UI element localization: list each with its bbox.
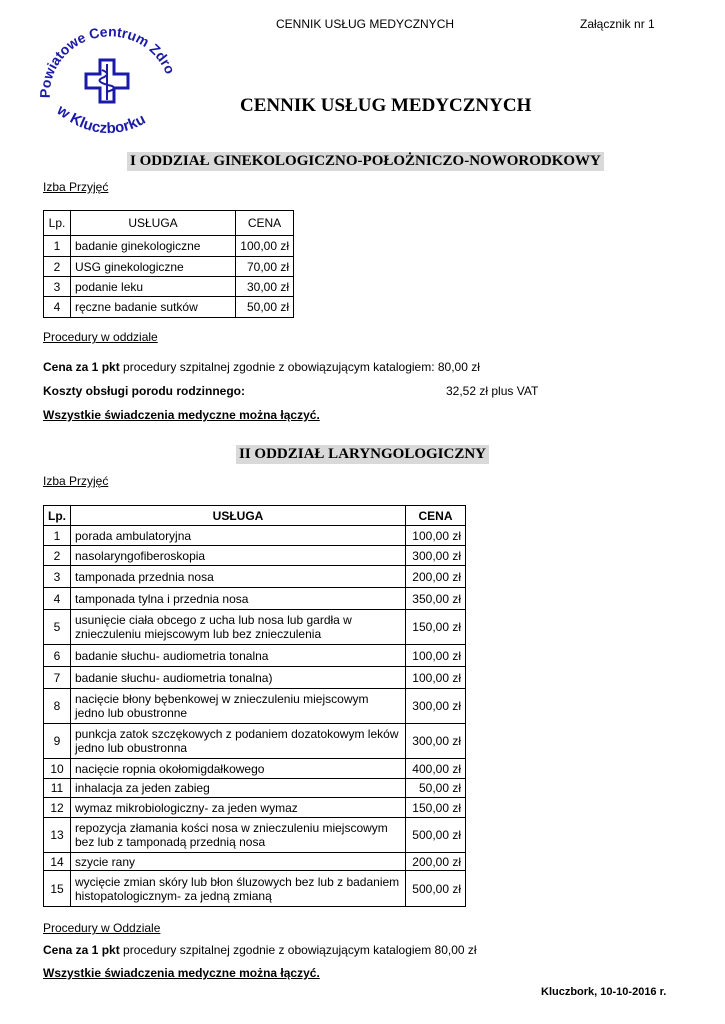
table-row [44,871,466,907]
lp-cell: 13 [44,818,71,853]
lp-cell: 1 [44,236,71,257]
price-cell: 50,00 zł [406,779,466,798]
section2-procedures-label: Procedury w Oddziale [43,921,161,935]
table-row [44,853,466,871]
service-cell: porada ambulatoryjna [71,526,406,546]
price-cell: 350,00 zł [406,588,466,610]
service-cell: nasolaryngofiberoskopia [71,546,406,566]
table-row [44,689,466,724]
price-cell: 500,00 zł [406,818,466,853]
footer-place-date: Kluczbork, 10-10-2016 r. [541,986,667,998]
section1-combine-note: Wszystkie świadczenia medyczne można łączyć. [43,408,320,422]
table-row [44,588,466,610]
col-service: USŁUGA [71,506,406,526]
section1-procedures-label: Procedury w oddziale [43,330,158,344]
service-cell: ręczne badanie sutków [71,297,236,318]
family-birth-cost-label: Koszty obsługi porodu rodzinnego: [43,384,245,398]
attachment-number: Załącznik nr 1 [580,17,655,31]
lp-cell: 14 [44,853,71,871]
lp-cell: 3 [44,277,71,297]
table-row [44,779,466,798]
service-cell: repozycja złamania kości nosa w znieczuleniu miejscowym bez lub z tamponadą przednią nosa [71,818,406,853]
price-cell: 100,00 zł [406,526,466,546]
table-row [44,610,466,645]
service-cell: podanie leku [71,277,236,297]
service-cell: punkcja zatok szczękowych z podaniem dozatokowym leków jedno lub obustronna [71,724,406,759]
section2-heading: II ODDZIAŁ LARYNGOLOGICZNY [236,445,489,464]
point-price-label: Cena za 1 pkt [43,943,120,957]
lp-cell: 5 [44,610,71,645]
point-price-label: Cena za 1 pkt [43,360,120,374]
col-price: CENA [236,211,294,236]
service-cell: nacięcie ropnia okołomigdałkowego [71,759,406,779]
lp-cell: 3 [44,566,71,588]
section2-point-price [43,943,477,957]
running-header: CENNIK USŁUG MEDYCZNYCH [276,17,455,31]
section1-admission-label: Izba Przyjęć [43,180,109,194]
service-cell: wycięcie zmian skóry lub błon śluzowych bez lub z badaniem histopatologicznym- za jedną zmianą [71,871,406,907]
service-cell: wymaz mikrobiologiczny- za jeden wymaz [71,798,406,818]
svg-text:w Kluczborku [53,101,148,137]
price-cell: 100,00 zł [406,645,466,667]
table-row [44,645,466,667]
logo-arc-text: Powiatowe Centrum Zdro [36,23,179,99]
lp-cell: 2 [44,546,71,566]
col-lp: Lp. [44,211,71,236]
table-row [44,724,466,759]
lp-cell: 4 [44,588,71,610]
table-row [44,277,294,297]
price-cell: 150,00 zł [406,610,466,645]
price-cell: 300,00 zł [406,546,466,566]
service-cell: tamponada tylna i przednia nosa [71,588,406,610]
price-cell: 200,00 zł [406,566,466,588]
section2-admission-label: Izba Przyjęć [43,474,109,488]
price-cell: 100,00 zł [406,667,466,689]
lp-cell: 6 [44,645,71,667]
lp-cell: 12 [44,798,71,818]
service-cell: badanie słuchu- audiometria tonalna) [71,667,406,689]
family-birth-cost-value: 32,52 zł plus VAT [446,384,539,398]
lp-cell: 11 [44,779,71,798]
price-cell: 300,00 zł [406,689,466,724]
price-cell: 150,00 zł [406,798,466,818]
price-cell: 70,00 zł [236,257,294,277]
service-cell: badanie ginekologiczne [71,236,236,257]
section1-heading: I ODDZIAŁ GINEKOLOGICZNO-POŁOŻNICZO-NOWORODKOWY [127,152,604,171]
point-price-text: procedury szpitalnej zgodnie z obowiązującym katalogiem 80,00 zł [119,943,477,957]
lp-cell: 8 [44,689,71,724]
price-cell: 500,00 zł [406,871,466,907]
lp-cell: 2 [44,257,71,277]
service-cell: inhalacja za jeden zabieg [71,779,406,798]
service-cell: szycie rany [71,853,406,871]
price-cell: 400,00 zł [406,759,466,779]
table-row [44,526,466,546]
lp-cell: 7 [44,667,71,689]
lp-cell: 9 [44,724,71,759]
logo-bottom-text: w Kluczborku [53,101,149,138]
service-cell: nacięcie błony bębenkowej w znieczuleniu miejscowym jedno lub obustronne [71,689,406,724]
lp-cell: 1 [44,526,71,546]
price-cell: 100,00 zł [236,236,294,257]
table-row [44,798,466,818]
table-row [44,818,466,853]
price-cell: 200,00 zł [406,853,466,871]
table-row [44,566,466,588]
service-cell: tamponada przednia nosa [71,566,406,588]
service-cell: badanie słuchu- audiometria tonalna [71,645,406,667]
col-price: CENA [406,506,466,526]
section1-point-price [43,360,480,374]
col-lp: Lp. [44,506,71,526]
lp-cell: 10 [44,759,71,779]
price-cell: 30,00 zł [236,277,294,297]
service-cell: usunięcie ciała obcego z ucha lub nosa lub gardła w znieczuleniu miejscowym lub bez znieczulenia [71,610,406,645]
clinic-logo [28,20,188,150]
service-cell: USG ginekologiczne [71,257,236,277]
section2-combine-note: Wszystkie świadczenia medyczne można łączyć. [43,966,320,980]
section1-price-table [43,210,294,318]
section2-price-table [43,505,466,907]
col-service: USŁUGA [71,211,236,236]
table-row [44,759,466,779]
table-row [44,297,294,318]
lp-cell: 15 [44,871,71,907]
table-row [44,257,294,277]
table-row [44,667,466,689]
table-row [44,236,294,257]
lp-cell: 4 [44,297,71,318]
price-cell: 300,00 zł [406,724,466,759]
table-row [44,546,466,566]
page-title: CENNIK USŁUG MEDYCZNYCH [240,95,532,116]
price-cell: 50,00 zł [236,297,294,318]
point-price-text: procedury szpitalnej zgodnie z obowiązującym katalogiem: 80,00 zł [119,360,480,374]
